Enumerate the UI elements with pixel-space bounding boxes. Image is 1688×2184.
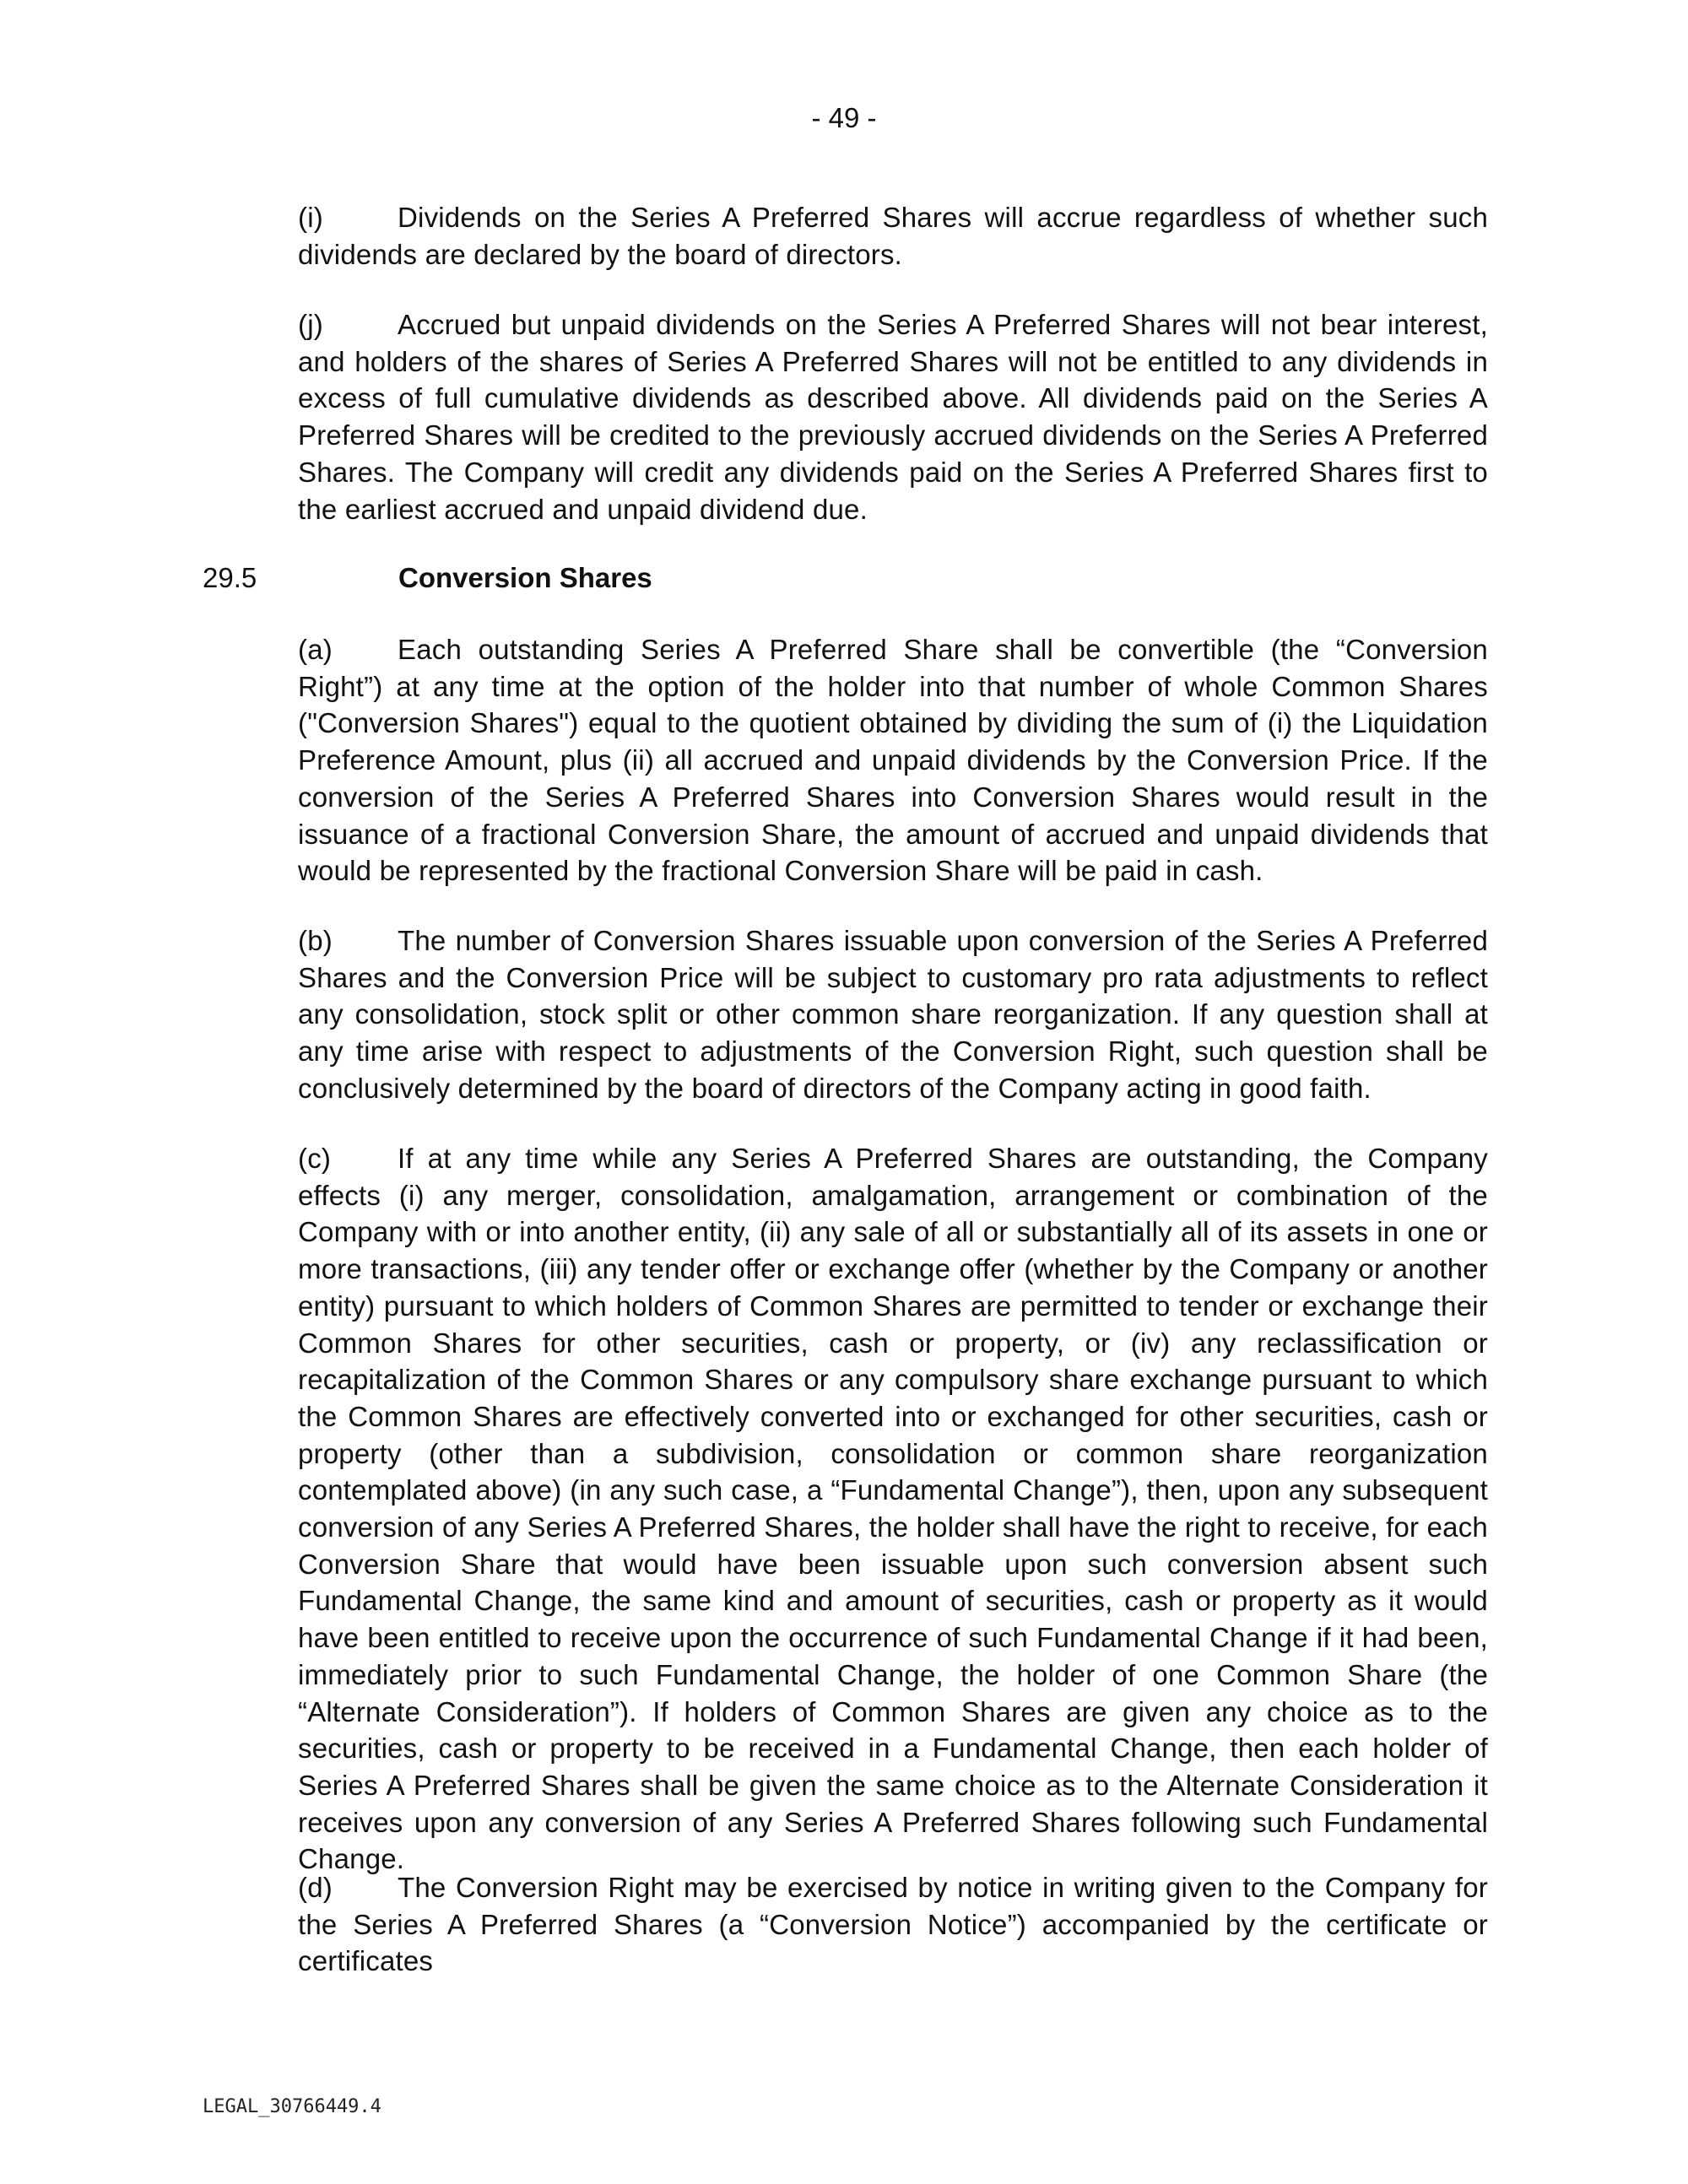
paragraph-c (298, 1140, 1488, 1878)
paragraph-a (298, 631, 1488, 889)
paragraph-label: (d) (298, 1872, 333, 1903)
paragraph-label: (b) (298, 925, 333, 956)
paragraph-label: (a) (298, 634, 333, 665)
paragraph-j (298, 306, 1488, 527)
paragraph-label: (i) (298, 202, 323, 233)
paragraph-text: The number of Conversion Shares issuable upon conversion of the Series A Preferred Shares and the Conversion Price will be subject to customary pro rata adjustments to reflect any consolidation, stock split or other common share reorganization. If any question shall at any time arise with respect to adjustments of the Conversion Right, such question shall be conclusively determined by the board of directors of the Company acting in good faith. (298, 925, 1488, 1104)
paragraph-text: Each outstanding Series A Preferred Share shall be convertible (the “Conversion Right”) at any time at the option of the holder into that number of whole Common Shares ("Conversion Shares") equal to the quotient obtained by dividing the sum of (i) the Liquidation Preference Amount, plus (ii) all accrued and unpaid dividends by the Conversion Price. If the conversion of the Series A Preferred Shares into Conversion Shares would result in the issuance of a fractional Conversion Share, the amount of accrued and unpaid dividends that would be represented by the fractional Conversion Share will be paid in cash. (298, 634, 1488, 887)
paragraph-i (298, 199, 1488, 273)
document-reference: LEGAL_30766449.4 (203, 2096, 381, 2117)
page-number: - 49 - (811, 102, 877, 133)
paragraph-text: If at any time while any Series A Preferred Shares are outstanding, the Company effects (i) any merger, consolidation, amalgamation, arrangement or combination of the Company with or into another entity, (ii) any sale of all or substantially all of its assets in one or more transactions, (iii) any tender offer or exchange offer (whether by the Company or another entity) pursuant to which holders of Common Shares are permitted to tender or exchange their Common Shares for other securities, cash or property, or (iv) any reclassification or recapitalization of the Common Shares or any compulsory share exchange pursuant to which the Common Shares are effectively converted into or exchanged for other securities, cash or property (other than a subdivision, consolidation or common share reorganization contemplated above) (in any such case, a “Fundamental Change”), then, upon any subsequent conversion of any Series A Preferred Shares, the holder shall have the right to receive, for each Conversion Share that would have been issuable upon such conversion absent such Fundamental Change, the same kind and amount of securities, cash or property as it would have been entitled to receive upon the occurrence of such Fundamental Change if it had been, immediately prior to such Fundamental Change, the holder of one Common Share (the “Alternate Consideration”). If holders of Common Shares are given any choice as to the securities, cash or property to be received in a Fundamental Change, then each holder of Series A Preferred Shares shall be given the same choice as to the Alternate Consideration it receives upon any conversion of any Series A Preferred Shares following such Fundamental Change. (298, 1143, 1488, 1875)
paragraph-label: (c) (298, 1143, 332, 1174)
paragraph-text: Dividends on the Series A Preferred Shares will accrue regardless of whether such dividends are declared by the board of directors. (298, 202, 1488, 270)
paragraph-d (298, 1869, 1488, 1980)
paragraph-text: The Conversion Right may be exercised by notice in writing given to the Company for the Series A Preferred Shares (a “Conversion Notice”) accompanied by the certificate or certificates (298, 1872, 1488, 1977)
paragraph-b (298, 922, 1488, 1107)
section-title: Conversion Shares (398, 562, 652, 593)
paragraph-label: (j) (298, 309, 323, 340)
section-number: 29.5 (203, 562, 257, 593)
paragraph-text: Accrued but unpaid dividends on the Series A Preferred Shares will not bear interest, and holders of the shares of Series A Preferred Shares will not be entitled to any dividends in excess of full cumulative dividends as described above. All dividends paid on the Series A Preferred Shares will be credited to the previously accrued dividends on the Series A Preferred Shares. The Company will credit any dividends paid on the Series A Preferred Shares first to the earliest accrued and unpaid dividend due. (298, 309, 1488, 525)
